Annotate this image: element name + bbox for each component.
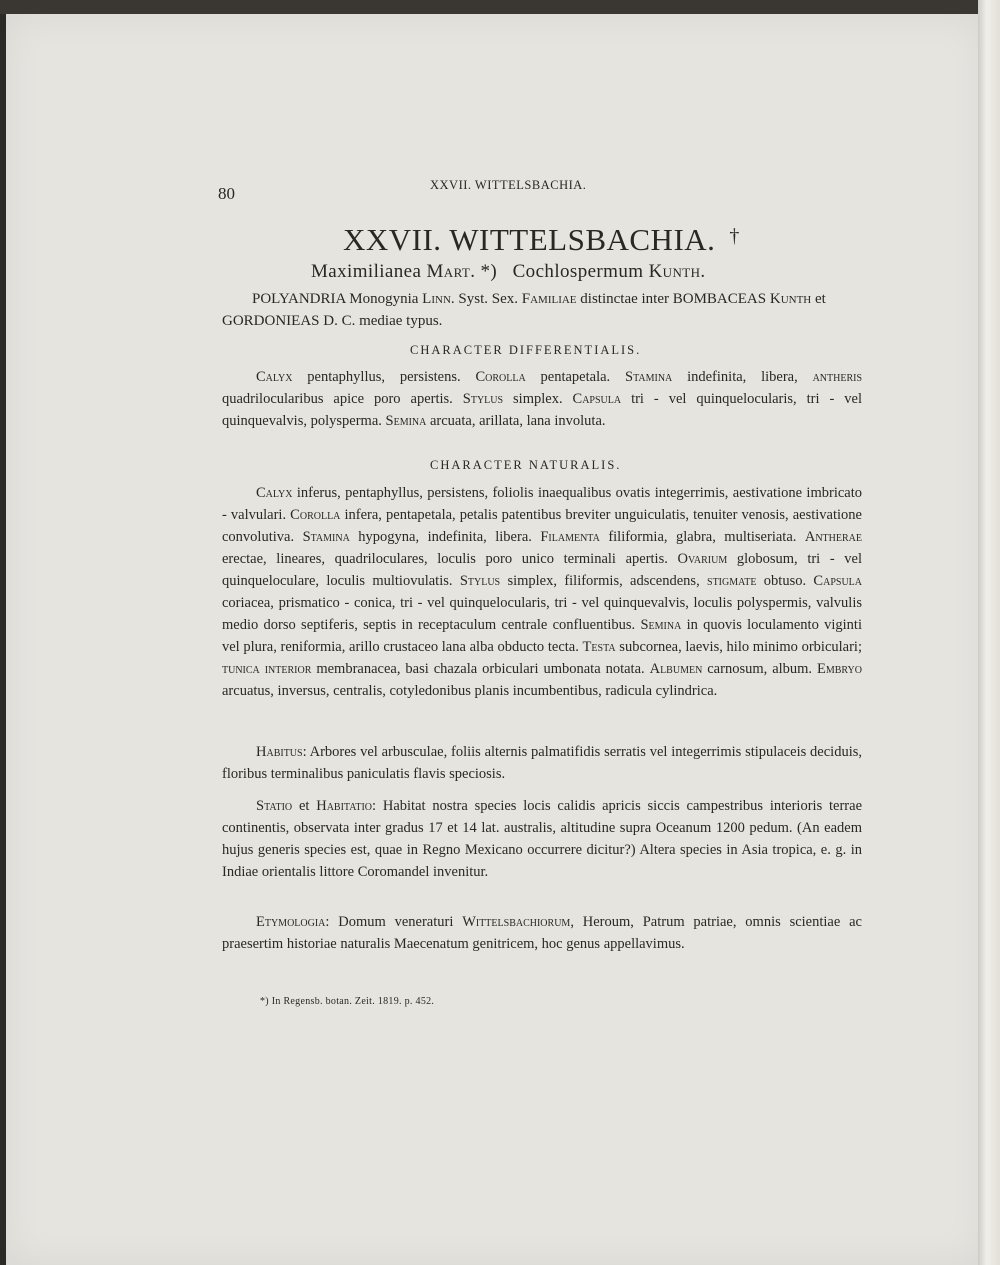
system-author: Linn. [422, 291, 455, 307]
text: carnosum, album. [702, 661, 818, 677]
text: in quovis loculamento viginti vel plura, reniformia, arillo crustaceo lana alba obducto tecta. [222, 617, 862, 655]
text: indefinita, libera, [672, 369, 813, 385]
system-text: Syst. Sex. [454, 291, 522, 307]
text: subcornea, laevis, hilo minimo orbiculari; [615, 639, 862, 655]
text: inferus, pentaphyllus, persistens, foliolis inaequalibus ovatis integerrimis, aestivatione imbricato - valvulari. [222, 485, 862, 523]
term: Wittelsbachiorum [462, 914, 571, 930]
text: hypogyna, indefinita, libera. [349, 529, 541, 545]
etymologia-paragraph [222, 911, 862, 955]
page-edge [978, 0, 1000, 1265]
text: globosum, tri - vel quinqueloculare, loculis multiovulatis. [222, 551, 862, 589]
page-number: 80 [218, 184, 235, 203]
genus-title [343, 222, 740, 258]
term: Statio [256, 798, 293, 814]
text: simplex. [503, 391, 573, 407]
term: Filamenta [540, 529, 600, 545]
term: Habitus: [256, 744, 307, 760]
term: Stylus [459, 573, 501, 589]
synonym-a-author: Mart. [426, 261, 476, 282]
text: pentapetala. [525, 369, 625, 385]
term: Ovarium [677, 551, 728, 567]
term: Semina [385, 413, 427, 429]
term: antheris [812, 369, 863, 385]
term: Capsula [572, 391, 622, 407]
term: stigmate [707, 573, 757, 589]
term: Stylus [462, 391, 504, 407]
text: arcuata, arillata, lana involuta. [426, 413, 606, 429]
systematic-position [222, 288, 862, 332]
text: simplex, filiformis, adscendens, [500, 573, 708, 589]
text: obtuso. [756, 573, 814, 589]
synonym-a: Maximilianea [311, 261, 422, 282]
text: infera, pentapetala, petalis patentibus breviter unguiculatis, tenuiter venosis, aestivatione convolutiva. [222, 507, 862, 545]
system-term: Familiae [521, 291, 577, 307]
dagger-mark: † [729, 225, 740, 247]
term: Stamina [625, 369, 673, 385]
term: Embryo [817, 661, 862, 677]
synonym-b: Cochlospermum [512, 261, 644, 282]
system-text: POLYANDRIA Monogynia [252, 291, 419, 307]
term: Stamina [302, 529, 350, 545]
statio-paragraph [222, 795, 862, 883]
text: , Heroum, Patrum patriae, omnis scientiae ac praesertim historiae naturalis Maecenatum genitricem, hoc genus appellavimus. [222, 914, 862, 952]
term: Corolla [475, 369, 526, 385]
synonym-b-author: Kunth. [648, 261, 706, 282]
system-text: distinctae inter BOMBACEAS [576, 291, 770, 307]
term: tunica interior [222, 661, 312, 677]
term: Calyx [256, 485, 293, 501]
text: Domum veneraturi [329, 914, 463, 930]
synonym-a-note: *) [480, 261, 498, 282]
text: Arbores vel arbusculae, foliis alternis palmatifidis serratis vel integerrimis stipulaceis deciduis, floribus terminalibus paniculatis flavis speciosis. [222, 744, 862, 782]
term: Capsula [813, 573, 862, 589]
term: Corolla [290, 507, 341, 523]
heading-differentialis: CHARACTER DIFFERENTIALIS. [410, 343, 642, 357]
text: tri - vel quinquelocularis, tri - vel quinquevalvis, polysperma. [222, 391, 862, 429]
system-author: Kunth [769, 291, 812, 307]
habitus-paragraph [222, 741, 862, 785]
text: et [292, 798, 317, 814]
text: Habitat nostra species locis calidis apricis siccis campestribus interioris terrae continentis, observata inter gradus 17 et 14 lat. australis, altitudine supra Oceanum 1200 pedum. (An eadem hujus generis species est, quae in Regno Mexicano occurrere dicitur?) Altera species in Asia tropica, e. g. in Indiae orientalis littore Coromandel invenitur. [222, 798, 863, 880]
text: erectae, lineares, quadriloculares, loculis poro unico terminali apertis. [222, 551, 678, 567]
text: pentaphyllus, persistens. [292, 369, 476, 385]
character-naturalis [222, 482, 862, 702]
text: arcuatus, inversus, centralis, cotyledonibus planis incumbentibus, radicula cylindrica. [222, 683, 718, 699]
text: quadrilocularibus apice poro apertis. [222, 391, 463, 407]
text: coriacea, prismatico - conica, tri - vel quinquelocularis, tri - vel quinquevalvis, loculis polyspermis, valvulis medio dorso septiferis, septis in receptaculum centrale confluentibus. [222, 595, 862, 633]
character-differentialis [222, 366, 862, 432]
scan-background-top [0, 0, 1000, 14]
synonyms-line [311, 261, 706, 283]
term: Calyx [256, 369, 293, 385]
term: Albumen [649, 661, 703, 677]
system-text: et GORDONIEAS D. C. mediae typus. [222, 291, 826, 329]
running-head: XXVII. WITTELSBACHIA. [430, 178, 587, 192]
footnote: *) In Regensb. botan. Zeit. 1819. p. 452. [260, 996, 435, 1007]
term: Habitatio: [316, 798, 377, 814]
heading-naturalis: CHARACTER NATURALIS. [430, 458, 622, 472]
title-text: XXVII. WITTELSBACHIA. [343, 222, 716, 257]
text: filiformia, glabra, multiseriata. [599, 529, 805, 545]
term: Etymologia: [256, 914, 330, 930]
term: Semina [640, 617, 682, 633]
text: membranacea, basi chazala orbiculari umbonata notata. [311, 661, 650, 677]
term: Testa [582, 639, 616, 655]
term: Antherae [804, 529, 862, 545]
